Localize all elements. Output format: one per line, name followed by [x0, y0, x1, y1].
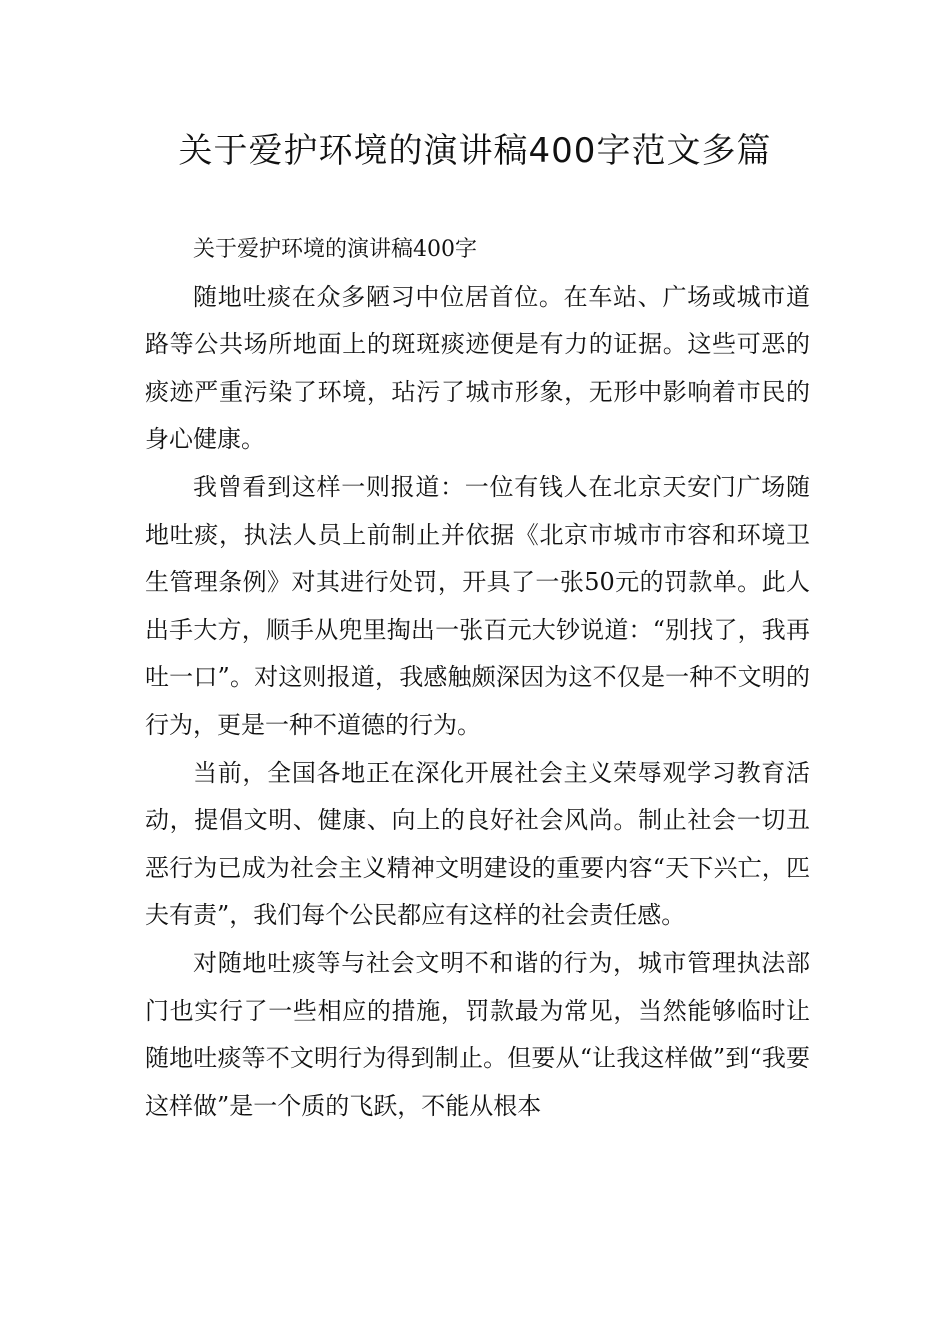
body-paragraph: 随地吐痰在众多陋习中位居首位。在车站、广场或城市道路等公共场所地面上的斑斑痰迹便是有力的证据。这些可恶的痰迹严重污染了环境，玷污了城市形象，无形中影响着市民的身心健康。	[145, 282, 810, 454]
document-subtitle: 关于爱护环境的演讲稿400字	[193, 237, 477, 262]
body-paragraph: 对随地吐痰等与社会文明不和谐的行为，城市管理执法部门也实行了一些相应的措施，罚款最为常见，当然能够临时让随地吐痰等不文明行为得到制止。但要从“让我这样做”到“我要这样做”是一个质的飞跃，不能从根本	[145, 948, 810, 1120]
body-paragraph: 当前，全国各地正在深化开展社会主义荣辱观学习教育活动，提倡文明、健康、向上的良好社会风尚。制止社会一切丑恶行为已成为社会主义精神文明建设的重要内容“天下兴亡，匹夫有责”，我们每个公民都应有这样的社会责任感。	[145, 758, 810, 930]
body-paragraph: 我曾看到这样一则报道：一位有钱人在北京天安门广场随地吐痰，执法人员上前制止并依据《北京市城市市容和环境卫生管理条例》对其进行处罚，开具了一张50元的罚款单。此人出手大方，顺手从兜里掏出一张百元大钞说道：“别找了，我再吐一口”。对这则报道，我感触颇深因为这不仅是一种不文明的行为，更是一种不道德的行为。	[145, 472, 810, 739]
document-body	[145, 226, 810, 1130]
document-title: 关于爱护环境的演讲稿400字范文多篇	[178, 131, 772, 171]
